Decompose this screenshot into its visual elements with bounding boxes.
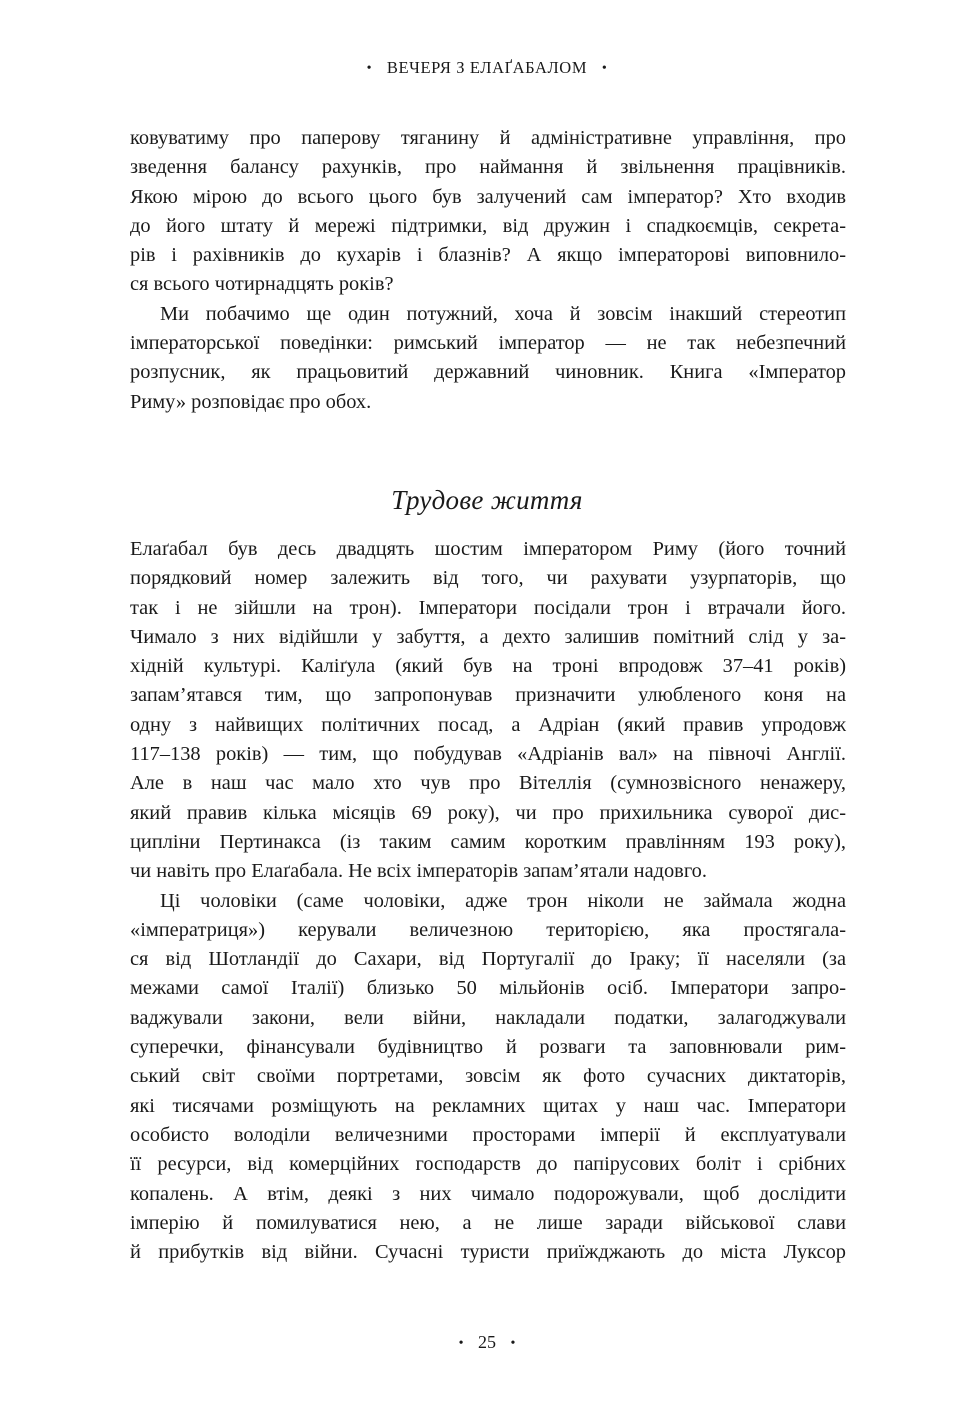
text-line: Елаґабал був десь двадцять шостим імператором Риму (його точний [130, 538, 846, 560]
text-line: до його штату й мережі підтримки, від дружин і спадкоємців, секрета- [130, 214, 846, 237]
text-line: чи навіть про Елаґабала. Не всіх імператорів запам’ятали надовго. [130, 860, 707, 883]
text-line: так і не зійшли на трон). Імператори посідали трон і втрачали його. [130, 596, 846, 619]
text-line: особисто володіли величезними просторами імперії й експлуатували [130, 1123, 846, 1146]
page-number: 25 [478, 1332, 496, 1352]
text-line: ський світ своїми портретами, зовсім як фото сучасних диктаторів, [130, 1065, 846, 1088]
text-line: й прибутків від війни. Сучасні туристи приїжджають до міста Луксор [130, 1241, 846, 1264]
text-line: Але в наш час мало хто чув про Вітеллія (сумнозвісного ненажеру, [130, 772, 846, 795]
paragraph [130, 124, 846, 300]
running-head-title: ВЕЧЕРЯ З ЕЛАҐАБАЛОМ [386, 58, 588, 77]
text-line: запам’ятався тим, що запропонував призначити улюбленого коня на [130, 684, 846, 707]
text-line: її ресурси, від комерційних господарств до папірусових боліт і срібних [130, 1153, 846, 1176]
text-line: «імператриця») керували величезною територією, яка простягала- [130, 918, 846, 941]
text-line: ся всього чотирнадцять років? [130, 273, 394, 296]
text-line: розпусник, як працьовитий державний чиновник. Книга «Імператор [130, 361, 846, 384]
text-line: ципліни Пертинакса (із таким самим коротким правлінням 193 року), [130, 830, 846, 853]
section-title: Трудове життя [391, 485, 583, 515]
text-line: рів і рахівників до кухарів і блазнів? А якщо імператорові виповнило- [130, 244, 846, 267]
text-line: ваджували закони, вели війни, накладали податки, залагоджували [130, 1006, 846, 1029]
text-line: порядковий номер залежить від того, чи рахувати узурпаторів, що [130, 567, 846, 590]
text-line: Якою мірою до всього цього був залучений сам імператор? Хто входив [130, 185, 846, 208]
bullet-right: • [510, 1336, 516, 1351]
text-line: 117–138 років) — тим, що побудував «Адріанів вал» на півночі Англії. [130, 743, 846, 766]
intro-text [130, 124, 846, 417]
text-line: Ці чоловіки (саме чоловіки, адже трон ніколи не займала жодна [160, 889, 846, 912]
running-head [0, 56, 974, 81]
text-line: Чимало з них відійшли у забуття, а дехто залишив помітний слід у за- [130, 625, 846, 648]
text-line: ковуватиму про паперову тяганину й адміністративне управління, про [130, 127, 846, 149]
text-line: хідній культурі. Каліґула (який був на троні впродовж 37–41 років) [130, 655, 846, 678]
bullet-left: • [366, 61, 373, 76]
text-line: Риму» розповідає про обох. [130, 390, 372, 413]
text-line: який правив кілька місяців 69 року), чи про прихильника суворої дис- [130, 801, 846, 824]
bullet-left: • [458, 1336, 464, 1351]
body-text [130, 535, 846, 1267]
text-line: імператорської поведінки: римський імператор — не так небезпечний [130, 332, 846, 355]
paragraph [130, 300, 846, 417]
paragraph [130, 535, 846, 887]
text-line: копалень. А втім, деякі з них чимало подорожували, щоб дослідити [130, 1182, 846, 1205]
text-line: суперечки, фінансували будівництво й розваги та заповнювали рим- [130, 1036, 846, 1059]
text-line: одну з найвищих політичних посад, а Адріан (який правив упродовж [130, 713, 846, 736]
text-line: які тисячами розміщують на рекламних щитах у наш час. Імператори [130, 1094, 846, 1117]
text-line: ся від Шотландії до Сахари, від Португалії до Іраку; її населяли (за [130, 948, 846, 971]
text-line: межами самої Італії) близько 50 мільйонів осіб. Імператори запро- [130, 977, 846, 1000]
text-line: імперію й помилуватися нею, а не лише заради військової слави [130, 1211, 846, 1234]
text-line: зведення балансу рахунків, про наймання й звільнення працівників. [130, 156, 846, 179]
text-line: Ми побачимо ще один потужний, хоча й зовсім інакший стереотип [160, 302, 846, 325]
bullet-right: • [601, 61, 608, 76]
page-folio [0, 1330, 974, 1356]
paragraph [130, 887, 846, 1268]
